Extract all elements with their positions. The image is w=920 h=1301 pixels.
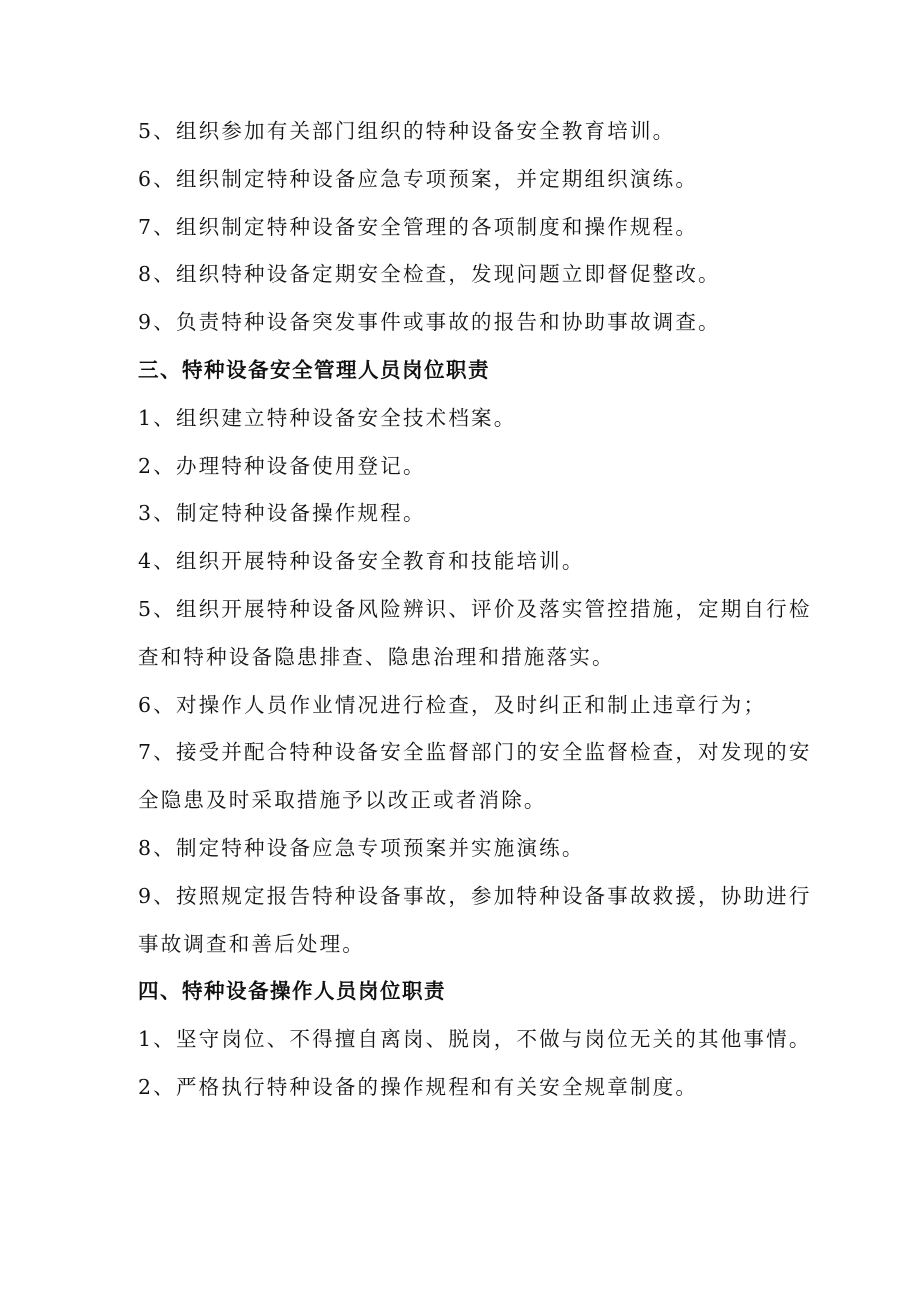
text-line: 1、坚守岗位、不得擅自离岗、脱岗，不做与岗位无关的其他事情。: [138, 1027, 812, 1052]
text-line: 9、负责特种设备突发事件或事故的报告和协助事故调查。: [138, 310, 721, 335]
text-line: 6、对操作人员作业情况进行检查，及时纠正和制止违章行为；: [138, 692, 767, 717]
document-body: [138, 108, 812, 1112]
text-line: 6、组织制定特种设备应急专项预案，并定期组织演练。: [138, 166, 699, 191]
section-heading: 四、特种设备操作人员岗位职责: [138, 979, 446, 1004]
text-line: 9、按照规定报告特种设备事故，参加特种设备事故救援，协助进行: [138, 883, 812, 908]
text-line: 事故调查和善后处理。: [138, 931, 365, 956]
text-line: 5、组织开展特种设备风险辨识、评价及落实管控措施，定期自行检: [138, 596, 812, 621]
text-line: 全隐患及时采取措施予以改正或者消除。: [138, 788, 547, 813]
text-line: 2、办理特种设备使用登记。: [138, 453, 426, 478]
text-line: 5、组织参加有关部门组织的特种设备安全教育培训。: [138, 119, 676, 143]
text-line: 8、组织特种设备定期安全检查，发现问题立即督促整改。: [138, 262, 721, 287]
text-line: 1、组织建立特种设备安全技术档案。: [138, 405, 517, 430]
text-line: 查和特种设备隐患排查、隐患治理和措施落实。: [138, 644, 615, 669]
text-line: 7、接受并配合特种设备安全监督部门的安全监督检查，对发现的安: [138, 740, 812, 765]
text-line: 2、严格执行特种设备的操作规程和有关安全规章制度。: [138, 1074, 699, 1099]
section-heading: 三、特种设备安全管理人员岗位职责: [138, 357, 490, 382]
text-line: 4、组织开展特种设备安全教育和技能培训。: [138, 549, 585, 574]
text-line: 3、制定特种设备操作规程。: [138, 501, 426, 526]
text-line: 7、组织制定特种设备安全管理的各项制度和操作规程。: [138, 214, 699, 239]
text-line: 8、制定特种设备应急专项预案并实施演练。: [138, 835, 585, 860]
